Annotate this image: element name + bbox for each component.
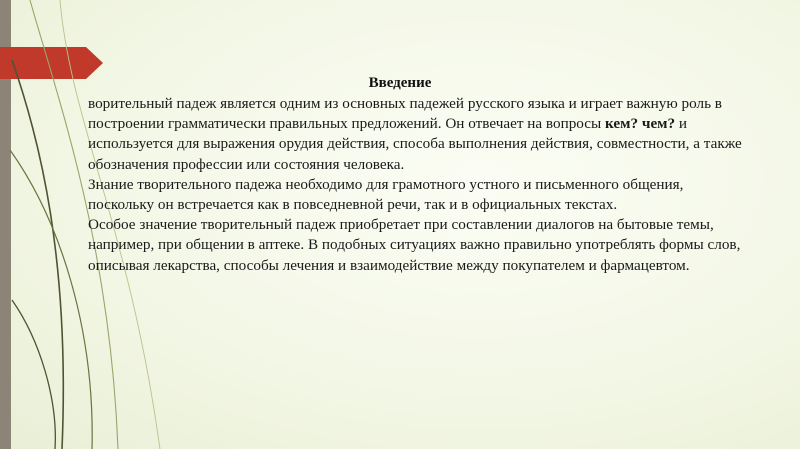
paragraph-1-bold-questions: кем? чем? [605,115,676,133]
decorative-curve-4 [12,300,55,449]
paragraph-1-start: ворительный падеж является одним из основных падежей русского языка и играет важную роль в построении грамматически правильных предложений. Он отвечает на вопросы [88,95,722,133]
paragraph-1 [88,94,748,175]
paragraph-3: Особое значение творительный падеж приобретает при составлении диалогов на бытовые темы, например, при общении в аптеке. В подобных ситуациях важно правильно употреблять формы слов, описывая лекарства, способы лечения и взаимодействие между покупателем и фармацевтом. [88,216,741,274]
slide-body [88,94,748,276]
paragraph-1-end: и используется для выражения орудия действия, способа выполнения действия, совместности, а также обозначения профессии или состояния человека. [88,115,742,173]
paragraph-2: Знание творительного падежа необходимо для грамотного устного и письменного общения, поскольку он встречается как в повседневной речи, так и в официальных текстах. [88,175,684,214]
slide-title: Введение [368,75,432,91]
decorative-curve-1 [12,60,63,449]
decorative-curve-2 [10,150,92,449]
